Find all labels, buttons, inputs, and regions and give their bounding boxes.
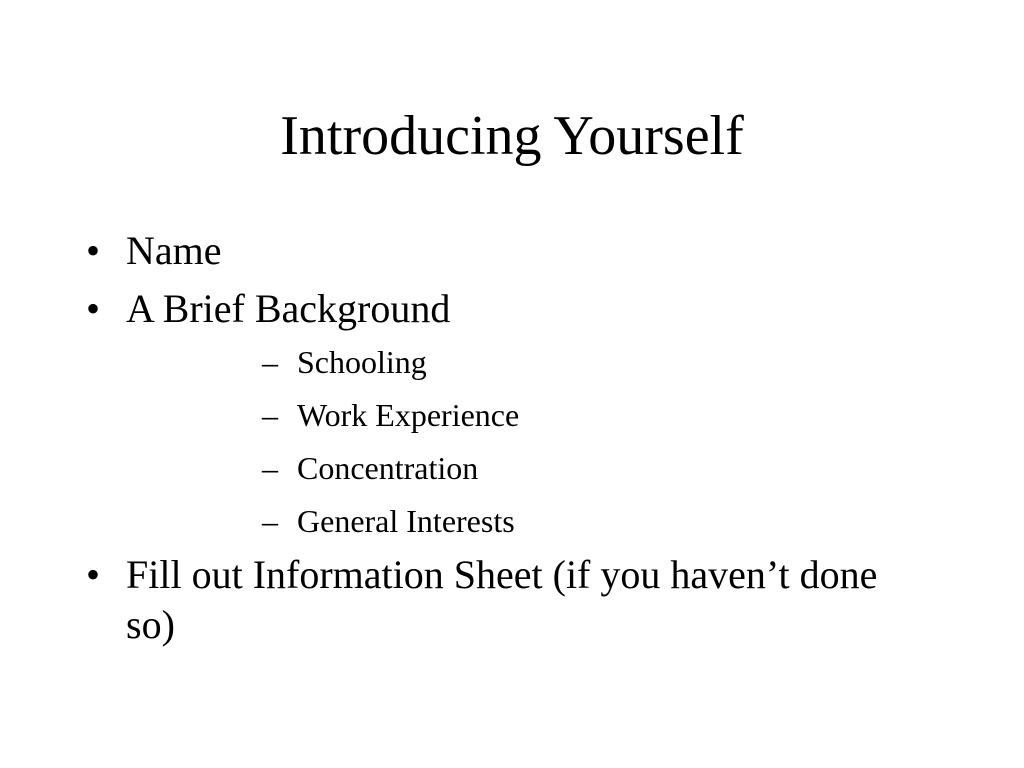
sub-bullet-item-general-interests	[126, 501, 896, 541]
sub-bullet-item-schooling	[126, 342, 896, 382]
sub-bullet-text: Work Experience	[297, 397, 520, 433]
sub-bullet-text: Concentration	[297, 450, 479, 486]
slide-title: Introducing Yourself	[280, 105, 744, 167]
sub-bullet-item-work-experience	[126, 395, 896, 435]
bullet-dot-icon: •	[86, 286, 101, 331]
bullet-text: A Brief Background	[126, 286, 451, 331]
dash-icon: –	[262, 397, 278, 433]
bullet-dot-icon: •	[86, 228, 101, 273]
bullet-item-information-sheet	[0, 550, 896, 650]
sub-bullet-item-concentration	[126, 448, 896, 488]
sub-bullet-list	[126, 342, 896, 541]
bullet-list	[0, 226, 1024, 658]
bullet-dot-icon: •	[86, 552, 101, 597]
sub-bullet-text: Schooling	[297, 344, 427, 380]
bullet-text: Fill out Information Sheet (if you haven’t done so)	[126, 552, 878, 647]
sub-bullet-text: General Interests	[297, 503, 515, 539]
dash-icon: –	[262, 344, 278, 380]
bullet-item-name	[0, 226, 896, 276]
bullet-item-background	[0, 284, 896, 541]
dash-icon: –	[262, 450, 278, 486]
bullet-text: Name	[126, 228, 222, 273]
dash-icon: –	[262, 503, 278, 539]
